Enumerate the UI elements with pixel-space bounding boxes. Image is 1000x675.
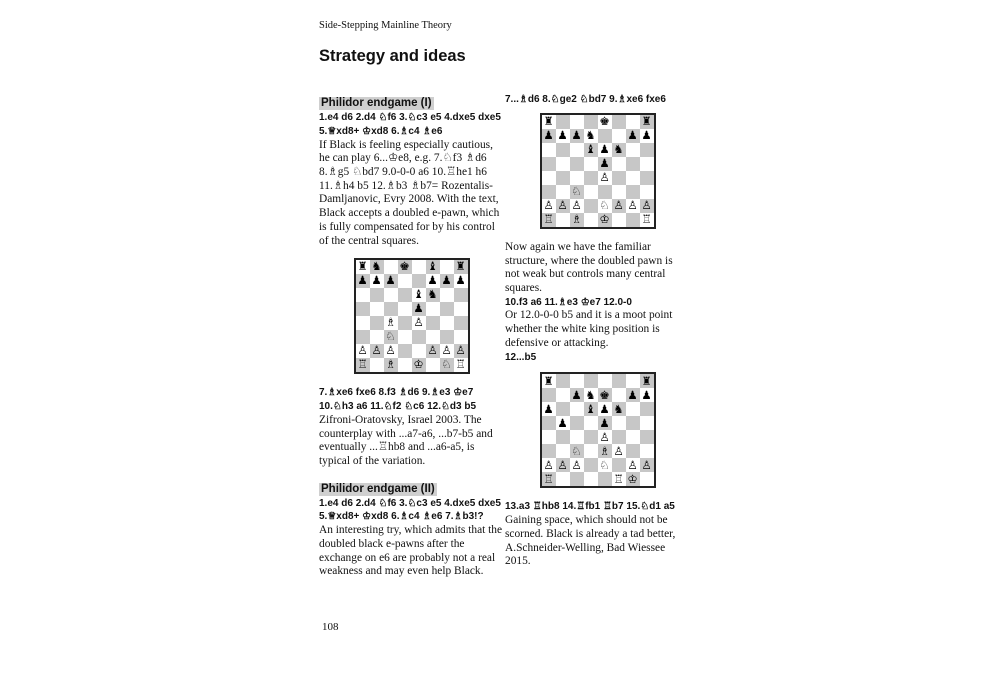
chess-piece: ♟: [557, 415, 568, 430]
commentary-text: Gaining space, which should not be scorned. Black is already a tad better, A.Schneider-Welling, Bad Wiessee 2015.: [505, 514, 676, 568]
board-square: [356, 316, 370, 330]
board-square: [454, 274, 468, 288]
board-square: [612, 472, 626, 486]
chess-piece: ♜: [543, 373, 554, 388]
chess-piece: ♔: [413, 357, 424, 372]
board-square: [556, 157, 570, 171]
board-square: [412, 316, 426, 330]
board-square: [556, 430, 570, 444]
board-square: [598, 388, 612, 402]
board-square: [640, 157, 654, 171]
board-square: [626, 402, 640, 416]
board-square: [640, 388, 654, 402]
board-square: [570, 374, 584, 388]
move-sequence: 13.a3 ♖hb8 14.♖fb1 ♖b7 15.♘d1 a5: [505, 501, 675, 513]
board-square: [412, 302, 426, 316]
board-square: [556, 199, 570, 213]
board-square: [542, 115, 556, 129]
board-square: [398, 260, 412, 274]
board-square: [384, 260, 398, 274]
board-square: [398, 358, 412, 372]
board-square: [570, 402, 584, 416]
chess-piece: ♟: [543, 401, 554, 416]
board-square: [598, 444, 612, 458]
board-square: [384, 302, 398, 316]
chess-piece: ♟: [641, 387, 652, 402]
chess-piece: ♜: [455, 259, 466, 274]
move-sequence: 10.f3 a6 11.♗e3 ♔e7 12.0-0: [505, 296, 632, 308]
chess-piece: ♖: [357, 357, 368, 372]
chess-piece: ♜: [641, 373, 652, 388]
board-square: [612, 213, 626, 227]
board-square: [398, 274, 412, 288]
board-square: [626, 444, 640, 458]
chess-piece: ♘: [599, 198, 610, 213]
board-square: [556, 115, 570, 129]
chess-piece: ♙: [413, 315, 424, 330]
move-sequence: 7.♗xe6 fxe6 8.f3 ♗d6 9.♗e3 ♔e7 10.♘h3 a6 11.♘f2 ♘c6 12.♘d3 b5: [319, 387, 477, 413]
board-square: [598, 374, 612, 388]
chess-piece: ♟: [571, 128, 582, 143]
board-square: [398, 330, 412, 344]
board-square: [356, 302, 370, 316]
board-square: [612, 157, 626, 171]
board-square: [612, 458, 626, 472]
board-square: [598, 199, 612, 213]
board-square: [556, 458, 570, 472]
board-square: [612, 115, 626, 129]
board-square: [556, 388, 570, 402]
chess-piece: ♝: [427, 259, 438, 274]
chess-piece: ♙: [599, 429, 610, 444]
board-square: [598, 472, 612, 486]
board-square: [612, 388, 626, 402]
board-square: [626, 472, 640, 486]
chess-piece: ♟: [385, 273, 396, 288]
board-square: [412, 358, 426, 372]
board-square: [584, 458, 598, 472]
board-square: [542, 143, 556, 157]
chess-piece: ♙: [613, 443, 624, 458]
board-square: [440, 302, 454, 316]
board-square: [598, 185, 612, 199]
chess-piece: ♖: [543, 471, 554, 486]
board-square: [542, 402, 556, 416]
board-square: [556, 416, 570, 430]
board-square: [542, 129, 556, 143]
board-square: [370, 274, 384, 288]
board-square: [570, 472, 584, 486]
board-square: [584, 402, 598, 416]
board-square: [556, 402, 570, 416]
board-square: [570, 143, 584, 157]
board-square: [612, 402, 626, 416]
board-square: [570, 388, 584, 402]
chess-piece: ♟: [455, 273, 466, 288]
chess-piece: ♙: [543, 198, 554, 213]
chess-piece: ♟: [641, 128, 652, 143]
board-square: [440, 260, 454, 274]
board-square: [584, 129, 598, 143]
board-square: [570, 416, 584, 430]
board-square: [556, 143, 570, 157]
chess-piece: ♞: [427, 287, 438, 302]
board-square: [584, 374, 598, 388]
board-square: [612, 143, 626, 157]
board-square: [626, 213, 640, 227]
board-square: [584, 115, 598, 129]
board-square: [556, 374, 570, 388]
board-square: [440, 288, 454, 302]
board-square: [640, 472, 654, 486]
board-square: [542, 185, 556, 199]
board-square: [454, 358, 468, 372]
chess-piece: ♙: [543, 457, 554, 472]
board-square: [570, 129, 584, 143]
board-square: [584, 472, 598, 486]
board-square: [612, 444, 626, 458]
chess-piece: ♜: [543, 114, 554, 129]
board-square: [626, 388, 640, 402]
board-square: [640, 115, 654, 129]
board-square: [412, 274, 426, 288]
chess-piece: ♙: [441, 343, 452, 358]
board-square: [556, 171, 570, 185]
chess-piece: ♟: [413, 301, 424, 316]
board-square: [556, 185, 570, 199]
board-square: [626, 171, 640, 185]
board-square: [584, 213, 598, 227]
chess-diagram-1: [319, 258, 504, 374]
board-square: [454, 260, 468, 274]
board-square: [356, 330, 370, 344]
board-square: [612, 171, 626, 185]
commentary-text: Zifroni-Oratovsky, Israel 2003. The counterplay with ...a7-a6, ...b7-b5 and eventually ...♖hb8 and ...a6-a5, is typical of the variation.: [319, 413, 493, 467]
board-square: [426, 358, 440, 372]
commentary-text: An interesting try, which admits that the doubled black e-pawns after the exchange on e6 are probably not a real weakness and may even help Black.: [319, 524, 503, 578]
board-square: [370, 358, 384, 372]
board-square: [384, 288, 398, 302]
board-square: [556, 444, 570, 458]
chess-piece: ♝: [413, 287, 424, 302]
board-square: [370, 330, 384, 344]
chess-piece: ♟: [571, 387, 582, 402]
board-square: [556, 472, 570, 486]
section-heading-philidor-2: Philidor endgame (II): [321, 482, 435, 495]
board-square: [612, 416, 626, 430]
board-square: [412, 260, 426, 274]
board-square: [612, 185, 626, 199]
chess-piece: ♚: [599, 387, 610, 402]
chess-piece: ♟: [627, 387, 638, 402]
board-square: [542, 157, 556, 171]
chess-piece: ♘: [385, 329, 396, 344]
chess-piece: ♙: [627, 198, 638, 213]
chess-piece: ♘: [441, 357, 452, 372]
board-square: [598, 143, 612, 157]
board-square: [612, 129, 626, 143]
right-column: [505, 93, 690, 569]
move-sequence: 12...b5: [505, 351, 537, 363]
chess-board: [540, 372, 656, 488]
chess-piece: ♟: [427, 273, 438, 288]
chess-piece: ♙: [557, 198, 568, 213]
board-square: [384, 274, 398, 288]
chess-piece: ♞: [371, 259, 382, 274]
chess-piece: ♙: [371, 343, 382, 358]
board-square: [542, 199, 556, 213]
chess-piece: ♟: [599, 401, 610, 416]
board-square: [370, 302, 384, 316]
board-square: [412, 344, 426, 358]
board-square: [640, 171, 654, 185]
page-number: 108: [322, 621, 339, 633]
board-square: [640, 143, 654, 157]
board-square: [542, 472, 556, 486]
page-title: Strategy and ideas: [319, 47, 466, 65]
left-column: [319, 93, 504, 579]
chess-piece: ♟: [371, 273, 382, 288]
board-square: [598, 213, 612, 227]
board-square: [640, 458, 654, 472]
board-square: [440, 316, 454, 330]
chess-piece: ♙: [627, 457, 638, 472]
chess-piece: ♖: [641, 212, 652, 227]
board-square: [556, 129, 570, 143]
board-square: [584, 444, 598, 458]
board-square: [640, 185, 654, 199]
board-square: [426, 316, 440, 330]
chess-piece: ♟: [627, 128, 638, 143]
chess-piece: ♚: [599, 114, 610, 129]
board-square: [584, 157, 598, 171]
board-square: [384, 358, 398, 372]
board-square: [454, 330, 468, 344]
chess-board: [354, 258, 470, 374]
board-square: [398, 302, 412, 316]
chess-piece: ♙: [557, 457, 568, 472]
chess-piece: ♟: [599, 142, 610, 157]
board-square: [626, 129, 640, 143]
board-square: [626, 185, 640, 199]
chess-piece: ♔: [627, 471, 638, 486]
chess-piece: ♞: [613, 401, 624, 416]
board-square: [626, 374, 640, 388]
board-square: [570, 430, 584, 444]
board-square: [626, 430, 640, 444]
board-square: [542, 416, 556, 430]
board-square: [626, 458, 640, 472]
chess-piece: ♙: [641, 198, 652, 213]
move-sequence: 1.e4 d6 2.d4 ♘f6 3.♘c3 e5 4.dxe5 dxe5 5.♕xd8+ ♔xd8 6.♗c4 ♗e6 7.♗b3!?: [319, 497, 501, 523]
board-square: [542, 171, 556, 185]
chess-piece: ♝: [585, 142, 596, 157]
chess-piece: ♘: [571, 443, 582, 458]
chess-piece: ♘: [599, 457, 610, 472]
board-square: [454, 288, 468, 302]
chess-piece: ♟: [441, 273, 452, 288]
chess-piece: ♖: [613, 471, 624, 486]
chess-diagram-2: [505, 113, 690, 229]
commentary-text: Or 12.0-0-0 b5 and it is a moot point whether the white king position is defensive or attacking.: [505, 309, 673, 349]
move-sequence: 7...♗d6 8.♘ge2 ♘bd7 9.♗xe6 fxe6: [505, 94, 666, 105]
board-square: [640, 213, 654, 227]
board-square: [570, 115, 584, 129]
chess-piece: ♗: [385, 315, 396, 330]
chess-diagram-3: [505, 372, 690, 488]
board-square: [626, 157, 640, 171]
board-square: [542, 444, 556, 458]
chess-piece: ♙: [357, 343, 368, 358]
board-square: [570, 157, 584, 171]
board-square: [370, 288, 384, 302]
board-square: [356, 288, 370, 302]
chess-piece: ♚: [399, 259, 410, 274]
board-square: [626, 115, 640, 129]
board-square: [426, 344, 440, 358]
board-square: [626, 199, 640, 213]
board-square: [454, 316, 468, 330]
chess-piece: ♟: [599, 415, 610, 430]
board-square: [598, 129, 612, 143]
chess-piece: ♙: [427, 343, 438, 358]
board-square: [542, 388, 556, 402]
board-square: [640, 416, 654, 430]
move-sequence: 1.e4 d6 2.d4 ♘f6 3.♘c3 e5 4.dxe5 dxe5 5.♕xd8+ ♔xd8 6.♗c4 ♗e6: [319, 112, 501, 137]
board-square: [598, 416, 612, 430]
board-square: [570, 199, 584, 213]
section-heading-philidor-1: Philidor endgame (I): [321, 97, 432, 109]
board-square: [542, 430, 556, 444]
board-square: [584, 388, 598, 402]
board-square: [398, 344, 412, 358]
chess-piece: ♞: [613, 142, 624, 157]
board-square: [598, 157, 612, 171]
board-square: [412, 330, 426, 344]
board-square: [584, 199, 598, 213]
chess-piece: ♗: [599, 443, 610, 458]
board-square: [356, 274, 370, 288]
board-square: [356, 358, 370, 372]
board-square: [598, 402, 612, 416]
board-square: [440, 344, 454, 358]
board-square: [640, 402, 654, 416]
board-square: [412, 288, 426, 302]
chess-piece: ♙: [613, 198, 624, 213]
board-square: [640, 129, 654, 143]
chess-piece: ♖: [455, 357, 466, 372]
chess-piece: ♙: [571, 457, 582, 472]
board-square: [398, 316, 412, 330]
chess-piece: ♗: [571, 212, 582, 227]
chess-piece: ♟: [543, 128, 554, 143]
commentary-text: If Black is feeling especially cautious, he can play 6...♔e8, e.g. 7.♘f3 ♗d6 8.♗g5 ♘bd7 9.0-0-0 a6 10.♖he1 h6 11.♗h4 b5 12.♗b3 ♗b7= Rozentalis-Damljanovic, Evry 2008. With the text, Black accepts a doubled e-pawn, which is fully compensated for by his control of the central squares.: [319, 138, 500, 247]
commentary-text: Now again we have the familiar structure, where the doubled pawn is not weak but controls many central squares.: [505, 240, 673, 294]
board-square: [440, 358, 454, 372]
board-square: [570, 458, 584, 472]
chess-piece: ♙: [599, 170, 610, 185]
board-square: [584, 416, 598, 430]
board-square: [426, 274, 440, 288]
board-square: [556, 213, 570, 227]
board-square: [356, 260, 370, 274]
chess-piece: ♙: [385, 343, 396, 358]
chess-piece: ♘: [571, 184, 582, 199]
board-square: [384, 330, 398, 344]
board-square: [356, 344, 370, 358]
board-square: [426, 288, 440, 302]
board-square: [542, 213, 556, 227]
board-square: [384, 344, 398, 358]
chess-piece: ♞: [585, 387, 596, 402]
board-square: [584, 171, 598, 185]
chess-piece: ♔: [599, 212, 610, 227]
board-square: [426, 330, 440, 344]
board-square: [570, 171, 584, 185]
board-square: [370, 344, 384, 358]
chess-piece: ♟: [357, 273, 368, 288]
board-square: [584, 143, 598, 157]
chess-piece: ♙: [571, 198, 582, 213]
chess-piece: ♟: [599, 156, 610, 171]
chess-piece: ♜: [357, 259, 368, 274]
board-square: [440, 274, 454, 288]
chess-piece: ♞: [585, 128, 596, 143]
board-square: [570, 185, 584, 199]
board-square: [612, 374, 626, 388]
board-square: [454, 302, 468, 316]
chess-piece: ♙: [455, 343, 466, 358]
board-square: [542, 458, 556, 472]
board-square: [640, 430, 654, 444]
chess-piece: ♟: [557, 128, 568, 143]
board-square: [370, 260, 384, 274]
chess-board: [540, 113, 656, 229]
board-square: [584, 185, 598, 199]
chess-piece: ♗: [385, 357, 396, 372]
board-square: [584, 430, 598, 444]
board-square: [598, 430, 612, 444]
board-square: [426, 260, 440, 274]
board-square: [612, 199, 626, 213]
board-square: [426, 302, 440, 316]
board-square: [626, 416, 640, 430]
board-square: [570, 444, 584, 458]
board-square: [626, 143, 640, 157]
board-square: [370, 316, 384, 330]
board-square: [398, 288, 412, 302]
board-square: [640, 444, 654, 458]
board-square: [542, 374, 556, 388]
board-square: [440, 330, 454, 344]
running-head: Side-Stepping Mainline Theory: [319, 20, 452, 31]
board-square: [598, 458, 612, 472]
board-square: [640, 374, 654, 388]
board-square: [598, 171, 612, 185]
board-square: [570, 213, 584, 227]
chess-piece: ♙: [641, 457, 652, 472]
board-square: [384, 316, 398, 330]
chess-piece: ♜: [641, 114, 652, 129]
board-square: [612, 430, 626, 444]
board-square: [598, 115, 612, 129]
chess-piece: ♖: [543, 212, 554, 227]
chess-piece: ♝: [585, 401, 596, 416]
board-square: [640, 199, 654, 213]
board-square: [454, 344, 468, 358]
